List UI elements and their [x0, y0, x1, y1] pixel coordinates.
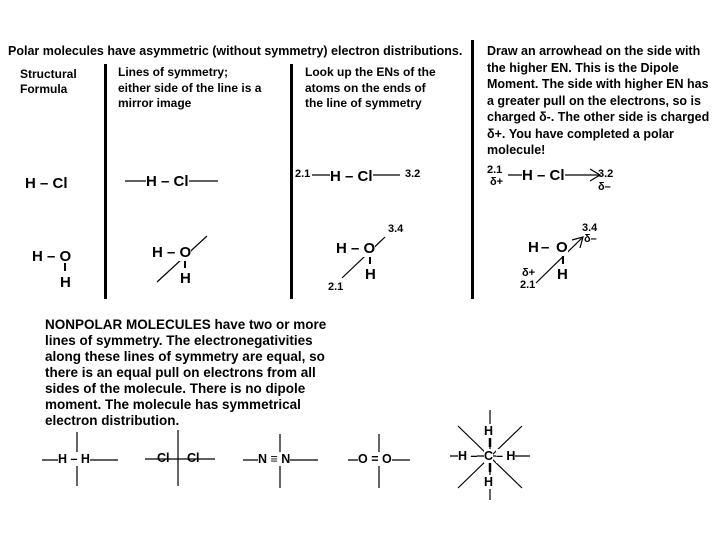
- lines-of-symmetry-header: Lines of symmetry; either side of the line is a mirror image: [118, 65, 262, 110]
- ch4-right-h: – H: [496, 449, 516, 463]
- h2o-dipole-o: O: [556, 239, 568, 256]
- ch4-top-h: H: [484, 424, 494, 438]
- h2o-en-o: 3.4: [388, 223, 404, 235]
- o2-molecule: O = O: [358, 452, 392, 466]
- cl2-right: Cl: [187, 451, 200, 465]
- cl2-left: Cl: [157, 451, 170, 465]
- h2o-dipole-en-h: 2.1: [520, 279, 536, 291]
- hcl-en-h: 2.1: [295, 168, 311, 180]
- nonpolar-description: NONPOLAR MOLECULES have two or more lines of symmetry. The electronegativities along these lines of symmetry are equal, so there is an equal pull on electrons from all sides of the molecule. There is no dipole moment. The molecule has symmetrical electron distribution.: [45, 317, 327, 428]
- hcl-symmetry-label: H – Cl: [146, 173, 189, 190]
- h2-molecule: H – H: [58, 452, 90, 466]
- h2o-en-molecule: H – O: [336, 240, 376, 257]
- ch4-carbon: C: [484, 449, 494, 463]
- h2o-structural-h: H: [60, 274, 71, 291]
- hcl-en-molecule: H – Cl: [330, 168, 373, 185]
- ch4-bottom-h: H: [484, 475, 494, 489]
- hcl-delta-minus: δ–: [598, 181, 611, 193]
- h2o-delta-minus: δ–: [584, 233, 597, 245]
- h2o-dipole-en-o: 3.4: [582, 222, 598, 234]
- ch4-left-h: H –: [458, 449, 478, 463]
- hcl-delta-plus: δ+: [490, 176, 504, 188]
- h2o-en-h: H: [365, 266, 376, 283]
- h2o-en-h-value: 2.1: [328, 281, 344, 293]
- h2o-structural: H – O: [32, 248, 72, 265]
- h2o-symmetry-h: H: [180, 270, 191, 287]
- n2-molecule: N ≡ N: [258, 452, 291, 466]
- hcl-structural: H – Cl: [25, 175, 68, 192]
- hcl-dipole-en-h: 2.1: [487, 164, 503, 176]
- hcl-dipole-molecule: H – Cl: [522, 167, 565, 184]
- h2o-dipole-dash: –: [541, 239, 550, 256]
- hcl-en-cl: 3.2: [405, 168, 421, 180]
- h2o-dipole-h-bottom: H: [557, 266, 568, 283]
- h2o-symmetry-label: H – O: [152, 244, 192, 261]
- en-lookup-header: Look up the ENs of the atoms on the ends of the line of symmetry: [305, 65, 436, 110]
- dipole-instructions: Draw an arrowhead on the side with the higher EN. This is the Dipole Moment. The side with higher EN has a greater pull on the electrons, so is charged δ-. The other side is charged δ+. You have completed a polar molecule!: [487, 44, 710, 157]
- hcl-dipole-en-cl: 3.2: [598, 168, 614, 180]
- h2o-delta-plus: δ+: [522, 267, 536, 279]
- h2o-dipole-h: H: [528, 239, 539, 256]
- polar-title: Polar molecules have asymmetric (without symmetry) electron distributions.: [8, 44, 463, 58]
- structural-formula-header: Structural Formula: [20, 67, 77, 96]
